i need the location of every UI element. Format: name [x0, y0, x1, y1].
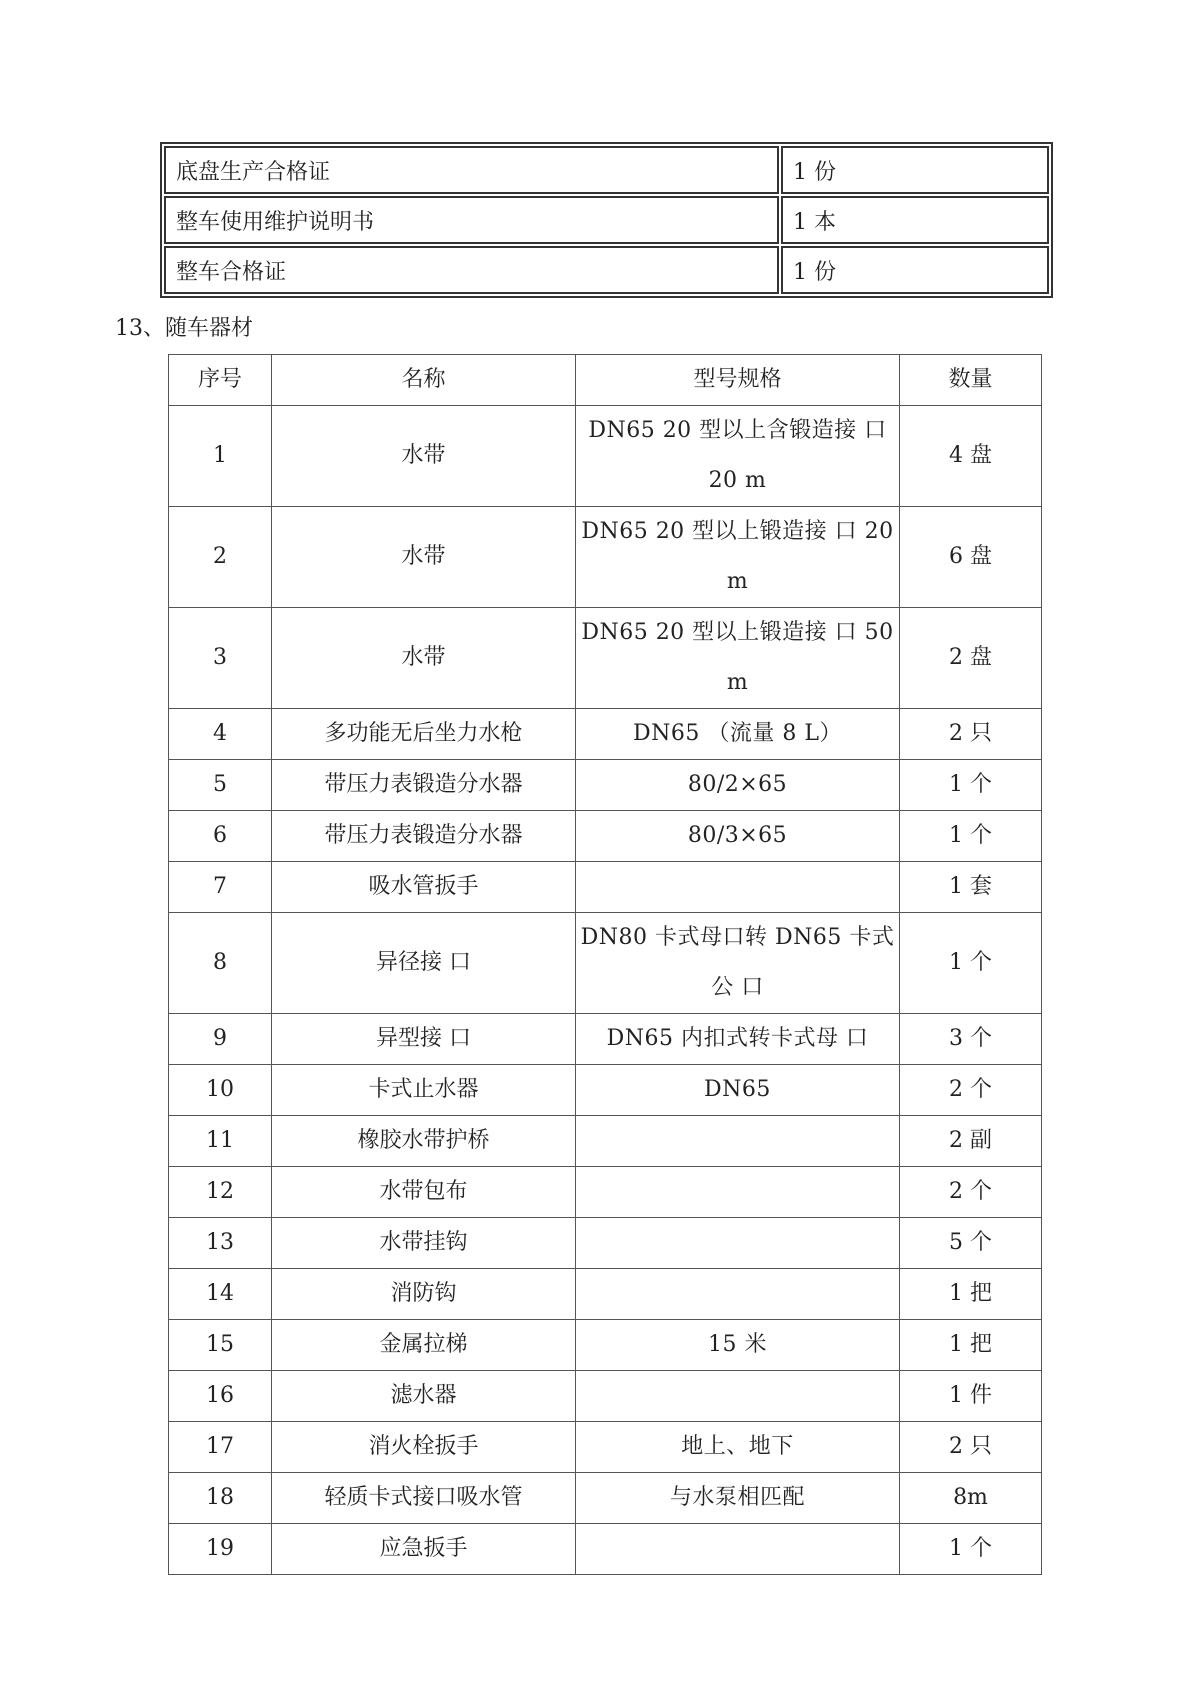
row-name: 水带包布	[272, 1167, 576, 1218]
row-qty: 3 个	[900, 1014, 1042, 1065]
table-row	[169, 913, 1042, 1014]
row-qty: 2 个	[900, 1167, 1042, 1218]
table-row	[169, 760, 1042, 811]
row-no: 6	[169, 811, 272, 862]
row-name: 消火栓扳手	[272, 1422, 576, 1473]
row-no: 15	[169, 1320, 272, 1371]
row-spec	[576, 1167, 900, 1218]
row-name: 异型接 口	[272, 1014, 576, 1065]
table-row	[169, 709, 1042, 760]
row-qty: 1 个	[900, 760, 1042, 811]
row-spec: DN65 （流量 8 L）	[576, 709, 900, 760]
doc-name: 整车使用维护说明书	[164, 196, 779, 244]
row-spec: DN65 内扣式转卡式母 口	[576, 1014, 900, 1065]
row-qty: 2 个	[900, 1065, 1042, 1116]
row-no: 1	[169, 406, 272, 507]
row-name: 水带	[272, 507, 576, 608]
header-no: 序号	[169, 355, 272, 406]
row-qty: 2 副	[900, 1116, 1042, 1167]
row-spec: 15 米	[576, 1320, 900, 1371]
header-name: 名称	[272, 355, 576, 406]
documents-table	[160, 142, 1053, 298]
table-row	[169, 1422, 1042, 1473]
row-no: 14	[169, 1269, 272, 1320]
row-name: 吸水管扳手	[272, 862, 576, 913]
table-row	[169, 507, 1042, 608]
table-row	[169, 1524, 1042, 1575]
row-qty: 1 个	[900, 913, 1042, 1014]
table-row	[169, 1167, 1042, 1218]
table-row	[169, 1269, 1042, 1320]
row-name: 轻质卡式接口吸水管	[272, 1473, 576, 1524]
header-spec: 型号规格	[576, 355, 900, 406]
row-no: 2	[169, 507, 272, 608]
row-qty: 8m	[900, 1473, 1042, 1524]
row-name: 卡式止水器	[272, 1065, 576, 1116]
row-qty: 2 只	[900, 709, 1042, 760]
table-row	[164, 146, 1049, 194]
row-no: 10	[169, 1065, 272, 1116]
row-no: 11	[169, 1116, 272, 1167]
table-row	[169, 1473, 1042, 1524]
table-row	[164, 196, 1049, 244]
row-no: 9	[169, 1014, 272, 1065]
row-spec: 80/2×65	[576, 760, 900, 811]
row-qty: 1 把	[900, 1269, 1042, 1320]
table-row	[169, 1320, 1042, 1371]
table-row	[164, 246, 1049, 294]
table-row	[169, 406, 1042, 507]
row-qty: 2 盘	[900, 608, 1042, 709]
row-qty: 1 把	[900, 1320, 1042, 1371]
row-name: 应急扳手	[272, 1524, 576, 1575]
row-name: 水带	[272, 406, 576, 507]
table-row	[169, 1218, 1042, 1269]
table-row	[169, 1014, 1042, 1065]
row-spec	[576, 1524, 900, 1575]
row-no: 7	[169, 862, 272, 913]
row-no: 18	[169, 1473, 272, 1524]
row-no: 4	[169, 709, 272, 760]
table-header-row	[169, 355, 1042, 406]
row-no: 13	[169, 1218, 272, 1269]
table-row	[169, 1065, 1042, 1116]
row-spec	[576, 862, 900, 913]
row-spec: DN65 20 型以上锻造接 口 20 m	[576, 507, 900, 608]
row-no: 17	[169, 1422, 272, 1473]
row-spec: 80/3×65	[576, 811, 900, 862]
row-qty: 5 个	[900, 1218, 1042, 1269]
row-spec	[576, 1218, 900, 1269]
table-row	[169, 1116, 1042, 1167]
row-qty: 4 盘	[900, 406, 1042, 507]
doc-qty: 1 份	[781, 146, 1049, 194]
row-qty: 1 套	[900, 862, 1042, 913]
table-row	[169, 608, 1042, 709]
row-no: 5	[169, 760, 272, 811]
row-name: 带压力表锻造分水器	[272, 811, 576, 862]
table-row	[169, 811, 1042, 862]
row-name: 金属拉梯	[272, 1320, 576, 1371]
section-heading: 13、随车器材	[115, 316, 253, 341]
table-row	[169, 1371, 1042, 1422]
row-name: 带压力表锻造分水器	[272, 760, 576, 811]
row-no: 16	[169, 1371, 272, 1422]
row-name: 消防钩	[272, 1269, 576, 1320]
row-qty: 2 只	[900, 1422, 1042, 1473]
row-spec: 与水泵相匹配	[576, 1473, 900, 1524]
row-name: 水带	[272, 608, 576, 709]
doc-name: 整车合格证	[164, 246, 779, 294]
header-qty: 数量	[900, 355, 1042, 406]
row-no: 8	[169, 913, 272, 1014]
row-spec: DN65 20 型以上含锻造接 口 20 m	[576, 406, 900, 507]
row-no: 3	[169, 608, 272, 709]
row-spec	[576, 1116, 900, 1167]
row-no: 19	[169, 1524, 272, 1575]
table-row	[169, 862, 1042, 913]
row-spec: DN80 卡式母口转 DN65 卡式公 口	[576, 913, 900, 1014]
row-spec	[576, 1269, 900, 1320]
row-spec: DN65 20 型以上锻造接 口 50 m	[576, 608, 900, 709]
row-qty: 1 件	[900, 1371, 1042, 1422]
doc-qty: 1 本	[781, 196, 1049, 244]
row-name: 多功能无后坐力水枪	[272, 709, 576, 760]
row-no: 12	[169, 1167, 272, 1218]
row-spec: DN65	[576, 1065, 900, 1116]
row-spec: 地上、地下	[576, 1422, 900, 1473]
equipment-table	[168, 354, 1042, 1575]
row-name: 水带挂钩	[272, 1218, 576, 1269]
doc-qty: 1 份	[781, 246, 1049, 294]
row-name: 橡胶水带护桥	[272, 1116, 576, 1167]
row-qty: 1 个	[900, 811, 1042, 862]
row-name: 滤水器	[272, 1371, 576, 1422]
row-spec	[576, 1371, 900, 1422]
doc-name: 底盘生产合格证	[164, 146, 779, 194]
row-qty: 1 个	[900, 1524, 1042, 1575]
row-name: 异径接 口	[272, 913, 576, 1014]
row-qty: 6 盘	[900, 507, 1042, 608]
